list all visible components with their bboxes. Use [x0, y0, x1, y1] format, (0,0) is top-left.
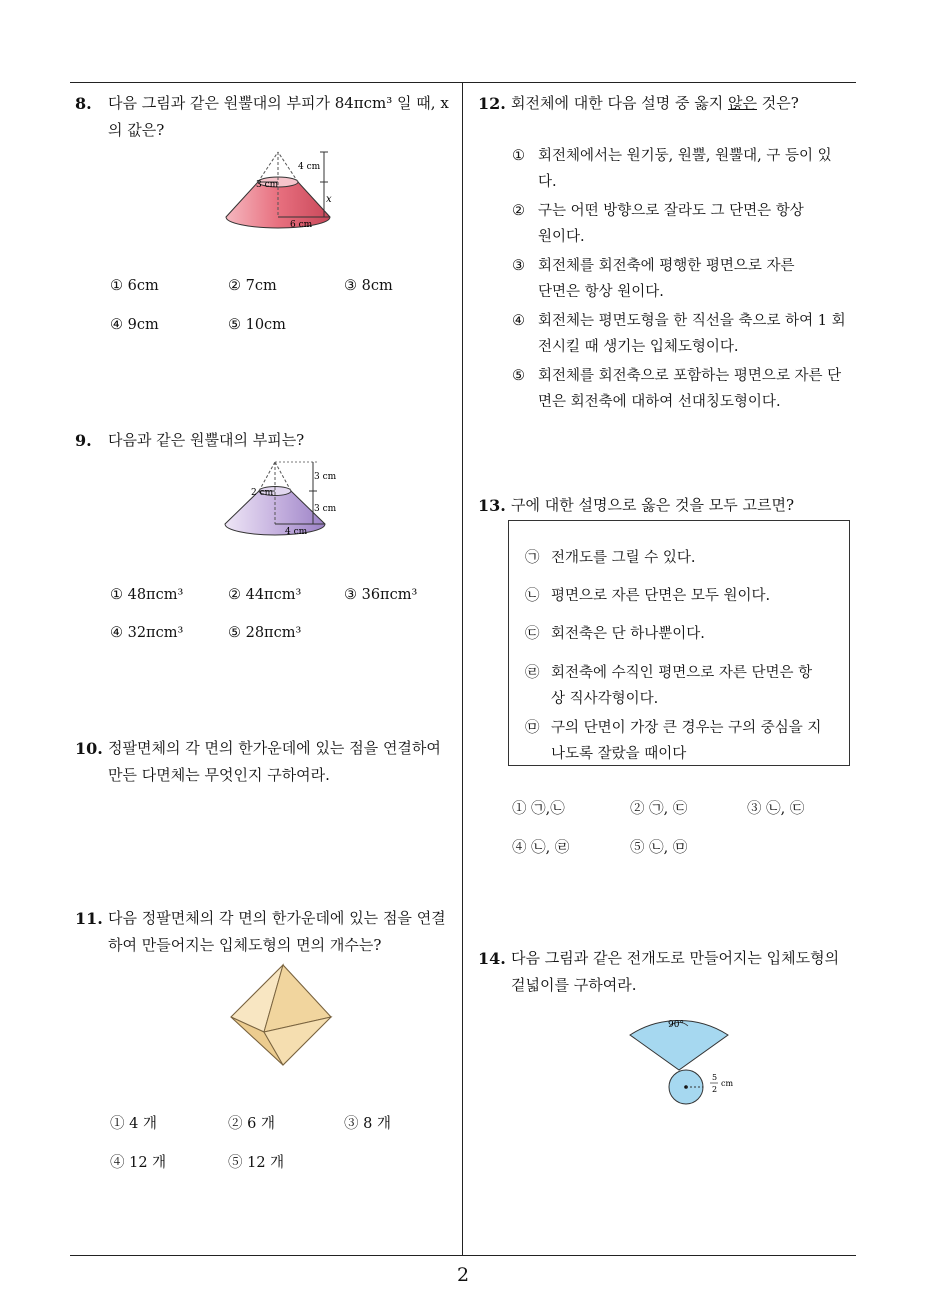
label-top-radius: 2 cm — [251, 488, 274, 498]
emphasis-underline: 않은 — [727, 94, 757, 112]
frustum-figure-9 — [215, 458, 355, 546]
q13-option-4[interactable]: ④ ㉡, ㉣ — [512, 840, 570, 856]
octahedron-figure — [228, 962, 334, 1068]
question-text: 정팔면체의 각 면의 한가운데에 있는 점을 연결하여 만든 다면체는 무엇인지 구하여라. — [108, 739, 441, 784]
question-number: 12. — [478, 94, 506, 113]
question-text: 회전체에 대한 다음 설명 중 옳지 않은 것은? — [511, 94, 799, 112]
q13-statement-c: ㉢ 회전축은 단 하나뿐이다. — [525, 626, 705, 642]
q8-option-2[interactable]: ② 7cm — [228, 278, 277, 294]
q12-item-1[interactable]: ① 회전체에서는 원기둥, 원뿔, 원뿔대, 구 등이 있다. — [512, 148, 832, 190]
q9-option-2[interactable]: ② 44πcm³ — [228, 587, 302, 603]
question-number: 13. — [478, 496, 506, 515]
label-lower-height: 3 cm — [314, 504, 337, 514]
question-text: 다음과 같은 원뿔대의 부피는? — [108, 431, 305, 449]
question-13 — [478, 492, 858, 522]
q13-statement-a: ㉠ 전개도를 그릴 수 있다. — [525, 550, 696, 566]
q11-option-5[interactable]: ⑤ 12 개 — [228, 1155, 285, 1171]
question-text: 다음 그림과 같은 원뿔대의 부피가 84πcm³ 일 때, x 의 값은? — [108, 94, 449, 139]
q9-option-3[interactable]: ③ 36πcm³ — [344, 587, 418, 603]
q11-option-4[interactable]: ④ 12 개 — [110, 1155, 167, 1171]
question-9 — [75, 427, 460, 457]
question-10 — [75, 735, 460, 795]
label-height-top: 4 cm — [298, 162, 321, 172]
question-number: 9. — [75, 431, 92, 450]
column-divider — [462, 82, 463, 1255]
q13-option-3[interactable]: ③ ㉡, ㉢ — [747, 801, 805, 817]
q8-option-5[interactable]: ⑤ 10cm — [228, 317, 286, 333]
q9-option-1[interactable]: ① 48πcm³ — [110, 587, 184, 603]
q12-item-3[interactable]: ③ 회전체를 회전축에 평행한 평면으로 자른 단면은 항상 원이다. — [512, 258, 795, 300]
label-top-radius: 3 cm — [256, 180, 279, 190]
q11-option-2[interactable]: ② 6 개 — [228, 1116, 275, 1132]
q8-option-1[interactable]: ① 6cm — [110, 278, 159, 294]
label-radius-num: 5 — [712, 1073, 718, 1082]
label-bottom-radius: 4 cm — [285, 527, 308, 537]
q12-item-4[interactable]: ④ 회전체는 평면도형을 한 직선을 축으로 하여 1 회전시킬 때 생기는 입체도형이다. — [512, 313, 846, 355]
question-text: 다음 그림과 같은 전개도로 만들어지는 입체도형의 겉넓이를 구하여라. — [511, 949, 840, 994]
cone-net-figure — [620, 995, 760, 1113]
q13-option-1[interactable]: ① ㉠,㉡ — [512, 801, 565, 817]
q11-option-3[interactable]: ③ 8 개 — [344, 1116, 391, 1132]
label-bottom-radius: 6 cm — [290, 220, 313, 230]
frustum-figure-8 — [210, 145, 350, 235]
q13-statement-d: ㉣ 회전축에 수직인 평면으로 자른 단면은 항상 직사각형이다. — [525, 665, 813, 707]
label-radius-den: 2 — [712, 1085, 718, 1094]
label-x: x — [326, 194, 332, 205]
label-radius-unit: cm — [721, 1079, 734, 1088]
question-number: 8. — [75, 94, 92, 113]
q12-item-5[interactable]: ⑤ 회전체를 회전축으로 포함하는 평면으로 자른 단면은 회전축에 대하여 선대칭도형이다. — [512, 368, 842, 410]
label-upper-height: 3 cm — [314, 472, 337, 482]
q9-option-4[interactable]: ④ 32πcm³ — [110, 625, 184, 641]
q8-option-4[interactable]: ④ 9cm — [110, 317, 159, 333]
bottom-rule — [70, 1255, 856, 1256]
page-number: 2 — [456, 1264, 470, 1286]
q11-option-1[interactable]: ① 4 개 — [110, 1116, 157, 1132]
question-number: 11. — [75, 909, 103, 928]
q13-statement-b: ㉡ 평면으로 자른 단면은 모두 원이다. — [525, 588, 771, 604]
q9-option-5[interactable]: ⑤ 28πcm³ — [228, 625, 302, 641]
q12-item-2[interactable]: ② 구는 어떤 방향으로 잘라도 그 단면은 항상 원이다. — [512, 203, 804, 245]
question-text: 다음 정팔면체의 각 면의 한가운데에 있는 점을 연결하여 만들어지는 입체도형의 면의 개수는? — [108, 909, 446, 954]
q8-option-3[interactable]: ③ 8cm — [344, 278, 393, 294]
question-number: 14. — [478, 949, 506, 968]
q13-statement-e: ㉤ 구의 단면이 가장 큰 경우는 구의 중심을 지나도록 잘랐을 때이다 — [525, 720, 822, 762]
question-number: 10. — [75, 739, 103, 758]
question-text: 구에 대한 설명으로 옳은 것을 모두 고르면? — [511, 496, 794, 514]
q13-option-5[interactable]: ⑤ ㉡, ㉤ — [630, 840, 688, 856]
top-rule — [70, 82, 856, 83]
label-angle: 90° — [668, 1020, 684, 1030]
q13-option-2[interactable]: ② ㉠, ㉢ — [630, 801, 688, 817]
question-8 — [75, 90, 460, 150]
question-11 — [75, 905, 460, 965]
question-12 — [478, 90, 858, 120]
